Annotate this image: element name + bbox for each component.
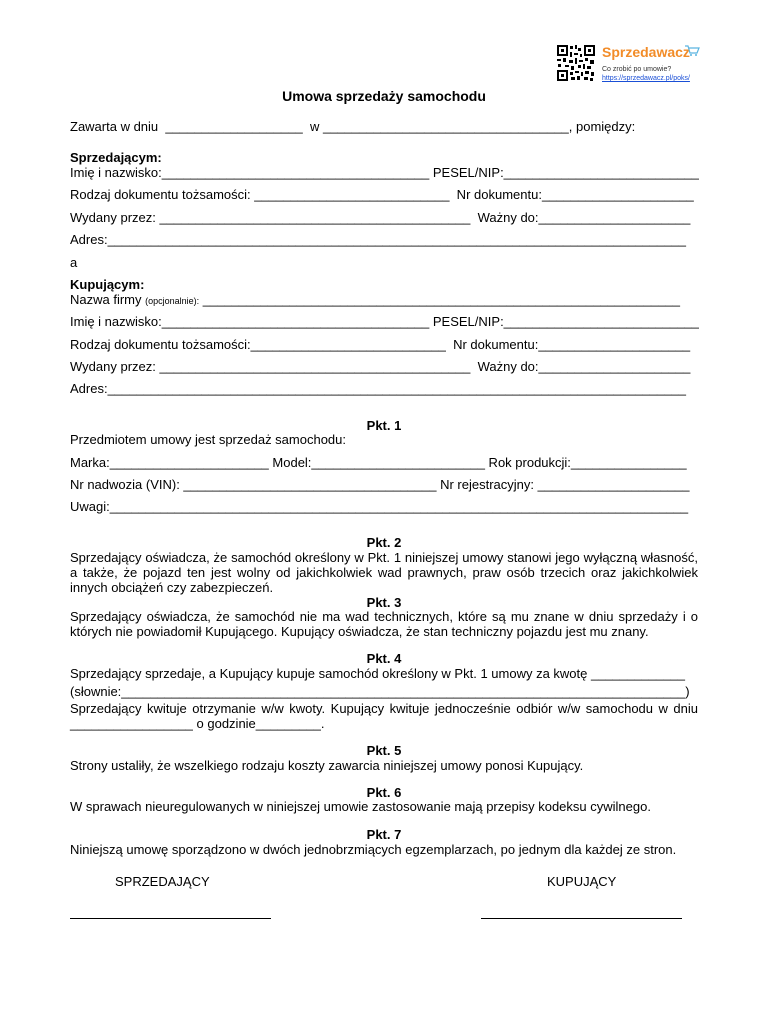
pkt2-heading: Pkt. 2 bbox=[366, 535, 402, 550]
seller-address-line: Adres:________________________________________________________________________________ bbox=[70, 232, 686, 247]
pkt4-heading: Pkt. 4 bbox=[366, 651, 402, 666]
pkt6-text: W sprawach nieuregulowanych w niniejszej umowie zastosowanie mają przepisy kodeksu cywilnego. bbox=[70, 799, 651, 814]
pkt4-words-line: (słownie:______________________________________________________________________________) bbox=[70, 684, 690, 699]
pkt1-notes-line: Uwagi:________________________________________________________________________________ bbox=[70, 499, 689, 514]
buyer-company-blank: __________________________________________________________________ bbox=[199, 292, 680, 307]
buyer-signature-line bbox=[481, 918, 682, 919]
buyer-company-label: Nazwa firmy bbox=[70, 292, 142, 307]
pkt7-heading: Pkt. 7 bbox=[366, 827, 402, 842]
pkt6-heading: Pkt. 6 bbox=[366, 785, 402, 800]
cart-icon bbox=[684, 44, 700, 56]
buyer-issued-line: Wydany przez: ___________________________________________ Ważny do:_____________________ bbox=[70, 359, 691, 374]
pkt3-heading: Pkt. 3 bbox=[366, 595, 402, 610]
buyer-address-line: Adres:________________________________________________________________________________ bbox=[70, 381, 686, 396]
conjunction-a: a bbox=[70, 255, 78, 270]
pkt5-text: Strony ustaliły, że wszelkiego rodzaju koszty zawarcia niniejszej umowy ponosi Kupujący. bbox=[70, 758, 584, 773]
buyer-signature-label: KUPUJĄCY bbox=[547, 874, 617, 889]
pkt3-text: Sprzedający oświadcza, że samochód nie ma wad technicznych, które są mu znane w dniu sprzedaży i o których nie powiadomił Kupującego. Kupujący oświadcza, że stan techniczny pojazdu jest mu znany. bbox=[70, 609, 698, 639]
buyer-name-pesel-line: Imię i nazwisko:_____________________________________ PESEL/NIP:___________________________ bbox=[70, 314, 699, 329]
seller-issued-line: Wydany przez: ___________________________________________ Ważny do:_____________________ bbox=[70, 210, 691, 225]
pkt1-intro: Przedmiotem umowy jest sprzedaż samochodu: bbox=[70, 432, 347, 447]
intro-line: Zawarta w dniu ___________________ w __________________________________, pomiędzy: bbox=[70, 119, 636, 134]
seller-signature-label: SPRZEDAJĄCY bbox=[115, 874, 210, 889]
sprzedawacz-logo bbox=[556, 44, 706, 84]
qr-code-icon bbox=[556, 44, 596, 82]
buyer-document-line: Rodzaj dokumentu tożsamości:___________________________ Nr dokumentu:_____________________ bbox=[70, 337, 691, 352]
seller-document-line: Rodzaj dokumentu tożsamości: ___________________________ Nr dokumentu:_____________________ bbox=[70, 187, 694, 202]
pkt4-text: Sprzedający kwituje otrzymanie w/w kwoty. Kupujący kwituje jednocześnie odbiór w/w samochodu w dniu _________________ o godzinie_________. bbox=[70, 701, 698, 731]
logo-tagline: Co zrobić po umowie? bbox=[602, 66, 672, 73]
buyer-heading: Kupującym: bbox=[70, 277, 145, 292]
buyer-company-line bbox=[70, 292, 680, 309]
seller-heading: Sprzedającym: bbox=[70, 150, 162, 165]
pkt2-text: Sprzedający oświadcza, że samochód określony w Pkt. 1 niniejszej umowy stanowi jego wyłączną własność, a także, że pojazd ten jest wolny od jakichkolwiek wad prawnych, praw osób trzecich oraz jakichkolwiek innych obciążeń czy zabezpieczeń. bbox=[70, 550, 698, 595]
buyer-company-note: (opcjonalnie): bbox=[145, 296, 200, 306]
pkt5-heading: Pkt. 5 bbox=[366, 743, 402, 758]
pkt1-vin-line: Nr nadwozia (VIN): ___________________________________ Nr rejestracyjny: _____________________ bbox=[70, 477, 690, 492]
pkt1-make-model-line: Marka:______________________ Model:________________________ Rok produkcji:________________ bbox=[70, 455, 687, 470]
pkt4-price-line: Sprzedający sprzedaje, a Kupujący kupuje samochód określony w Pkt. 1 umowy za kwotę _____________ bbox=[70, 666, 685, 681]
pkt1-heading: Pkt. 1 bbox=[366, 418, 402, 433]
document-title: Umowa sprzedaży samochodu bbox=[282, 88, 486, 104]
seller-signature-line bbox=[70, 918, 271, 919]
seller-name-pesel-line: Imię i nazwisko:_____________________________________ PESEL/NIP:___________________________ bbox=[70, 165, 699, 180]
pkt7-text: Niniejszą umowę sporządzono w dwóch jednobrzmiących egzemplarzach, po jednym dla każdej ze stron. bbox=[70, 842, 677, 857]
logo-url-link[interactable]: https://sprzedawacz.pl/poks/ bbox=[602, 75, 690, 82]
logo-brand: Sprzedawacz bbox=[602, 44, 690, 60]
